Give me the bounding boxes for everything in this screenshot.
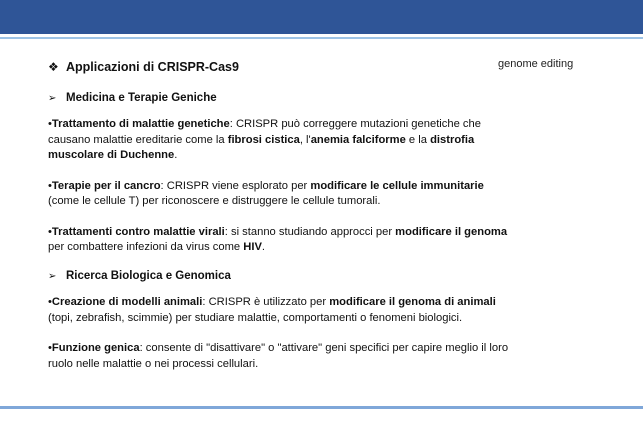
text-run: per combattere infezioni da virus come — [48, 241, 244, 253]
bottom-accent-line — [0, 406, 643, 409]
section-heading-text: Ricerca Biologica e Genomica — [66, 269, 231, 282]
text-run: (topi, zebrafish, scimmie) per studiare malattie, comportamenti o fenomeni biologici. — [48, 311, 463, 324]
bold-text-run: modificare il genoma — [395, 225, 508, 238]
bold-text-run: Terapie per il cancro — [51, 179, 161, 192]
bold-text-run: modificare il genoma di animali — [329, 296, 496, 308]
section-heading-medicina — [48, 91, 518, 107]
text-run: , l' — [299, 133, 311, 146]
bold-text-run: Creazione di modelli animali — [51, 296, 203, 308]
list-item — [48, 295, 518, 326]
text-run: : consente di "disattivare" o "attivare" geni specifici per capire meglio il loro ruolo nelle malattie o nei processi cellulari. — [48, 342, 509, 370]
bold-text-run: Funzione genica — [51, 342, 140, 354]
text-run: : CRISPR è utilizzato per — [202, 296, 330, 308]
text-run: . — [174, 149, 178, 161]
text-run: • — [48, 342, 52, 354]
list-item — [48, 225, 518, 256]
list-item — [48, 179, 518, 210]
text-run: e la — [405, 133, 431, 146]
text-run: • — [48, 225, 52, 238]
text-run: (come le cellule T) per riconoscere e distruggere le cellule tumorali. — [48, 195, 381, 207]
bold-text-run: distrofia muscolare di Duchenne — [48, 133, 475, 161]
top-banner-bar — [0, 0, 643, 34]
text-run: : si stanno studiando approcci per — [224, 225, 396, 238]
bold-text-run: HIV — [243, 241, 262, 253]
section-heading-text: Medicina e Terapie Geniche — [66, 91, 217, 104]
text-run: • — [48, 296, 52, 308]
text-run: . — [261, 241, 266, 253]
side-note: genome editing — [498, 58, 574, 70]
diamond-four-bullet-icon: ❖ — [48, 60, 59, 74]
slide-content — [48, 60, 518, 372]
top-accent-line — [0, 37, 643, 39]
text-run: : CRISPR viene esplorato per — [160, 179, 311, 192]
slide-title-text: Applicazioni di CRISPR-Cas9 — [66, 60, 239, 74]
bold-text-run: Trattamento di malattie genetiche — [51, 118, 230, 130]
section-heading-ricerca — [48, 269, 518, 285]
bold-text-run: anemia falciforme — [310, 133, 406, 146]
text-run: : CRISPR può correggere mutazioni genetiche che causano malattie ereditarie come la — [48, 118, 481, 146]
slide-title — [48, 60, 518, 76]
bold-text-run: modificare le cellule immunitarie — [310, 179, 484, 192]
arrowhead-bullet-icon: ➢ — [48, 270, 57, 282]
list-item — [48, 117, 518, 164]
arrowhead-bullet-icon: ➢ — [48, 92, 57, 104]
text-run: • — [48, 118, 52, 130]
text-run: • — [48, 179, 52, 192]
list-item — [48, 341, 518, 372]
bold-text-run: Trattamenti contro malattie virali — [51, 225, 225, 238]
bold-text-run: fibrosi cistica — [227, 133, 300, 146]
